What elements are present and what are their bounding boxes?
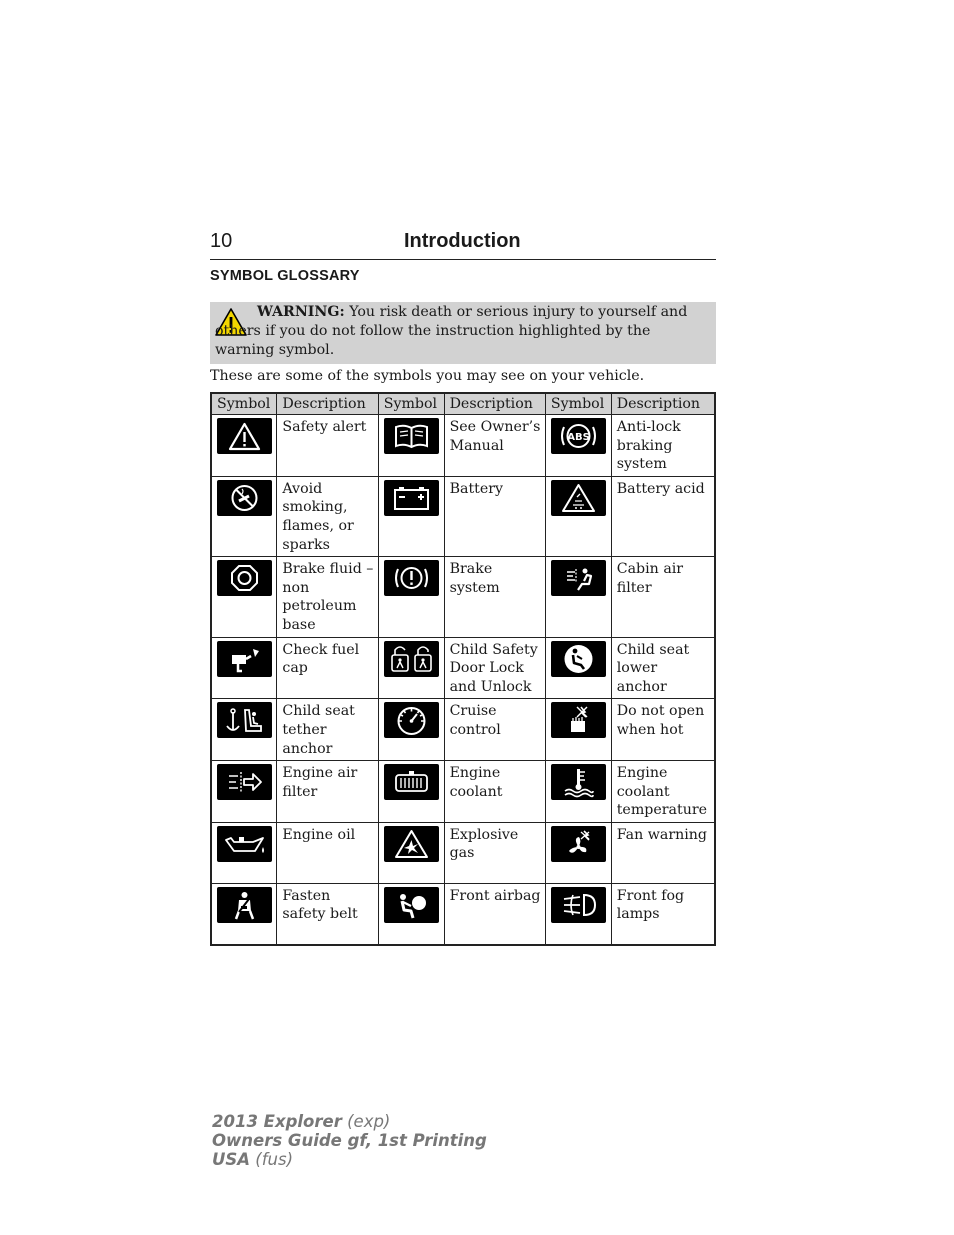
table-row — [211, 761, 715, 823]
footer-model-code: (exp) — [341, 1112, 391, 1131]
do-not-open-hot-icon — [551, 702, 606, 738]
table-row — [211, 883, 715, 945]
description-cell: Anti-lock braking system — [611, 415, 715, 477]
description-cell: Cabin air filter — [611, 557, 715, 637]
description-cell: Engine oil — [277, 822, 378, 883]
description-cell: Child seat tether anchor — [277, 699, 378, 761]
column-header: Description — [611, 393, 715, 415]
safety-alert-icon — [217, 418, 272, 454]
front-fog-lamps-icon — [551, 887, 606, 923]
footer-model: 2013 Explorer — [212, 1112, 342, 1131]
symbol-cell — [378, 883, 444, 945]
footer-guide: Owners Guide gf, 1st Printing — [212, 1131, 487, 1150]
symbol-cell — [545, 883, 611, 945]
description-cell: Brake fluid – non petroleum base — [277, 557, 378, 637]
symbol-cell — [545, 761, 611, 823]
description-cell: Child seat lower anchor — [611, 637, 715, 699]
fan-warning-icon — [551, 826, 606, 862]
symbol-cell — [211, 761, 277, 823]
description-cell: Do not open when hot — [611, 699, 715, 761]
symbol-cell — [545, 699, 611, 761]
description-cell: Avoid smoking, flames, or sparks — [277, 476, 378, 556]
child-seat-lower-anchor-icon — [551, 641, 606, 677]
column-header: Description — [277, 393, 378, 415]
symbol-cell — [545, 637, 611, 699]
description-cell: Safety alert — [277, 415, 378, 477]
footer-line-2 — [212, 1131, 487, 1150]
footer-line-3 — [212, 1150, 487, 1169]
cruise-control-icon — [384, 702, 439, 738]
table-row — [211, 415, 715, 477]
description-cell: Front airbag — [444, 883, 545, 945]
description-cell: Fasten safety belt — [277, 883, 378, 945]
symbol-cell — [378, 476, 444, 556]
table-row — [211, 822, 715, 883]
description-cell: Brake system — [444, 557, 545, 637]
symbol-cell — [378, 557, 444, 637]
cabin-air-filter-icon — [551, 560, 606, 596]
table-header-row — [211, 393, 715, 415]
symbol-cell — [545, 557, 611, 637]
intro-text: These are some of the symbols you may see on your vehicle. — [210, 368, 645, 384]
warning-text — [215, 303, 711, 360]
description-cell: Engine coolant — [444, 761, 545, 823]
explosive-gas-icon — [384, 826, 439, 862]
fuel-cap-icon — [217, 641, 272, 677]
table-row — [211, 557, 715, 637]
owners-manual-icon — [384, 418, 439, 454]
description-cell: Explosive gas — [444, 822, 545, 883]
symbol-cell — [378, 699, 444, 761]
description-cell: See Owner’s Manual — [444, 415, 545, 477]
symbol-cell — [545, 476, 611, 556]
engine-coolant-icon — [384, 764, 439, 800]
description-cell: Child Safety Door Lock and Unlock — [444, 637, 545, 699]
table-row — [211, 699, 715, 761]
description-cell: Engine coolant temperature — [611, 761, 715, 823]
warning-box — [210, 302, 716, 364]
column-header: Symbol — [545, 393, 611, 415]
section-title: SYMBOL GLOSSARY — [210, 268, 360, 284]
column-header: Symbol — [378, 393, 444, 415]
coolant-temperature-icon — [551, 764, 606, 800]
table-row — [211, 637, 715, 699]
battery-acid-icon — [551, 480, 606, 516]
symbol-cell — [211, 415, 277, 477]
page-footer — [212, 1112, 487, 1169]
symbol-cell — [378, 415, 444, 477]
engine-air-filter-icon — [217, 764, 272, 800]
symbol-cell — [211, 637, 277, 699]
engine-oil-icon — [217, 826, 272, 862]
description-cell: Cruise control — [444, 699, 545, 761]
chapter-title: Introduction — [404, 230, 521, 252]
front-airbag-icon — [384, 887, 439, 923]
warning-message: You risk death or serious injury to yourself and others if you do not follow the instruction highlighted by the warning symbol. — [215, 304, 688, 358]
brake-fluid-icon — [217, 560, 272, 596]
column-header: Description — [444, 393, 545, 415]
page-number: 10 — [210, 230, 233, 252]
svg-text:ABS: ABS — [567, 432, 590, 443]
footer-market-code: (fus) — [250, 1150, 294, 1169]
table-row — [211, 476, 715, 556]
footer-market: USA — [212, 1150, 251, 1169]
no-smoking-icon — [217, 480, 272, 516]
child-safety-lock-icon — [384, 641, 439, 677]
warning-label: WARNING: — [257, 304, 345, 320]
symbol-cell — [545, 415, 611, 477]
symbol-cell — [211, 557, 277, 637]
seat-belt-icon — [217, 887, 272, 923]
footer-line-1 — [212, 1112, 487, 1131]
description-cell: Fan warning — [611, 822, 715, 883]
symbol-cell — [378, 761, 444, 823]
symbol-cell — [545, 822, 611, 883]
symbol-cell — [378, 637, 444, 699]
description-cell: Front fog lamps — [611, 883, 715, 945]
symbol-glossary-table — [210, 392, 716, 946]
description-cell: Battery acid — [611, 476, 715, 556]
brake-system-icon — [384, 560, 439, 596]
description-cell: Check fuel cap — [277, 637, 378, 699]
symbol-cell — [211, 883, 277, 945]
page-header — [210, 230, 716, 260]
symbol-cell — [211, 699, 277, 761]
symbol-cell — [211, 476, 277, 556]
column-header: Symbol — [211, 393, 277, 415]
symbol-cell — [211, 822, 277, 883]
abs-icon — [551, 418, 606, 454]
description-cell: Engine air filter — [277, 761, 378, 823]
child-seat-tether-icon — [217, 702, 272, 738]
symbol-cell — [378, 822, 444, 883]
battery-icon — [384, 480, 439, 516]
description-cell: Battery — [444, 476, 545, 556]
